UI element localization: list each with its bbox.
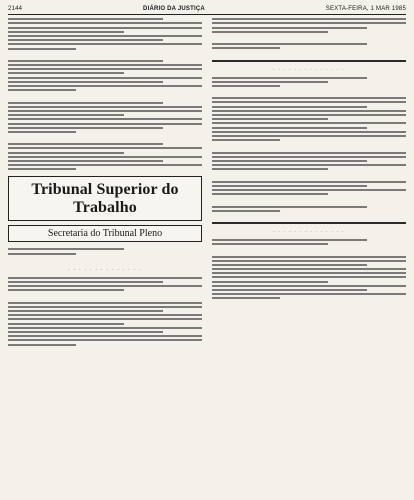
section-heading-placeholder: · · · · · · · · · · · · · · — [273, 67, 345, 73]
left-column — [8, 16, 202, 494]
text-columns — [8, 16, 406, 494]
masthead — [8, 6, 406, 15]
publication-name: DIÁRIO DA JUSTIÇA — [143, 6, 205, 12]
right-column — [212, 16, 406, 494]
secretaria-heading: Secretaria do Tribunal Pleno — [8, 225, 202, 242]
section-heading-placeholder: · · · · · · · · · · · · · · — [273, 229, 345, 235]
issue-date: SEXTA-FEIRA, 1 MAR 1985 — [325, 6, 406, 12]
tst-title-box — [8, 176, 202, 221]
page-number: 2144 — [8, 6, 23, 12]
tst-title: Tribunal Superior do Trabalho — [31, 181, 179, 217]
section-heading-placeholder: · · · · · · · · · · · · · · — [68, 266, 142, 273]
